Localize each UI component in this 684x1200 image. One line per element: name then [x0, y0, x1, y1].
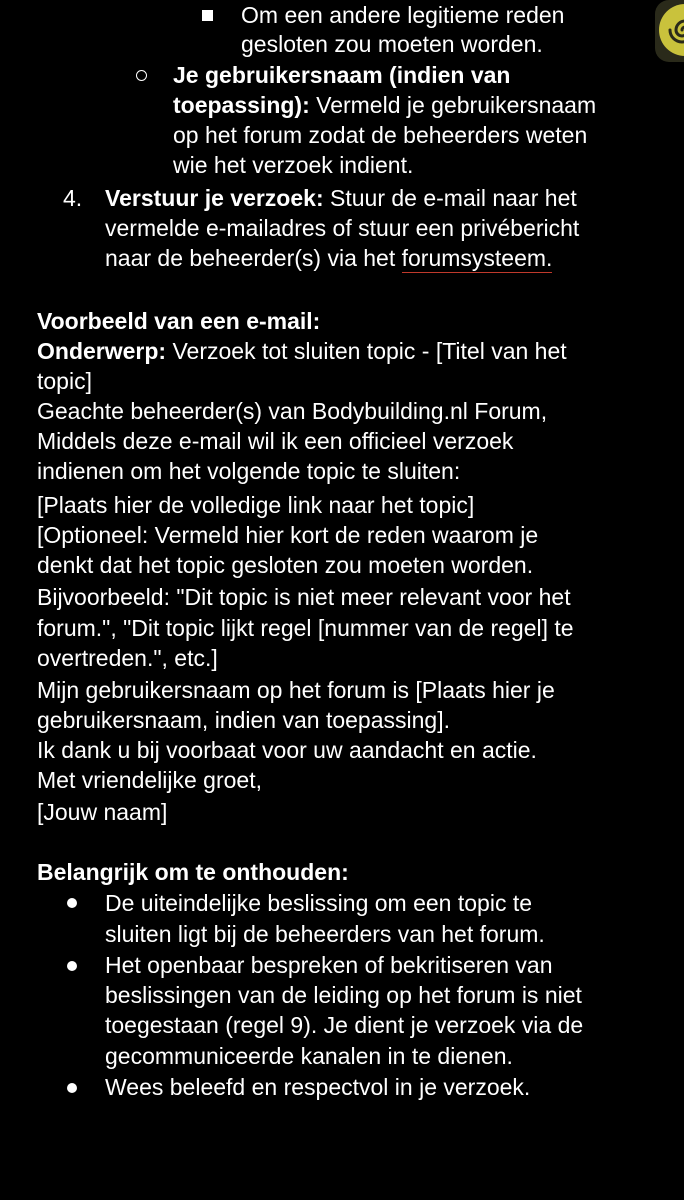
remember-line: Wees beleefd en respectvol in je verzoek. — [105, 1074, 531, 1100]
ring-bullet — [136, 70, 147, 81]
subject-text: Verzoek tot sluiten topic - [Titel van het — [166, 338, 567, 364]
remember-line: beslissingen van de leiding op het forum is niet — [105, 982, 582, 1008]
username-line — [173, 90, 596, 120]
email-line: Ik dank u bij voorbaat voor uw aandacht en actie. — [37, 737, 537, 763]
step4-text: naar de beheerder(s) via het — [105, 245, 402, 271]
step4-label: Verstuur je verzoek: — [105, 185, 324, 211]
email-line: [Optioneel: Vermeld hier kort de reden waarom je — [37, 522, 539, 548]
assistant-fab-button[interactable] — [655, 0, 684, 62]
step4-line — [105, 243, 552, 273]
remember-line: sluiten ligt bij de beheerders van het forum. — [105, 921, 545, 947]
username-label-cont: toepassing): — [173, 92, 310, 118]
username-label: Je gebruikersnaam (indien van — [173, 62, 511, 88]
email-line: Bijvoorbeeld: "Dit topic is niet meer relevant voor het — [37, 584, 571, 610]
email-line: Middels deze e-mail wil ik een officieel verzoek — [37, 428, 514, 454]
email-line: forum.", "Dit topic lijkt regel [nummer van de regel] te — [37, 615, 574, 641]
email-line: Mijn gebruikersnaam op het forum is [Plaats hier je — [37, 677, 555, 703]
sub-bullet-line: Om een andere legitieme reden — [241, 2, 565, 28]
email-line: denkt dat het topic gesloten zou moeten worden. — [37, 552, 534, 578]
subject-label: Onderwerp: — [37, 338, 167, 364]
example-heading: Voorbeeld van een e-mail: — [37, 308, 321, 334]
bullet-dot — [67, 961, 77, 971]
step-number: 4. — [63, 185, 83, 211]
remember-heading: Belangrijk om te onthouden: — [37, 859, 349, 885]
square-bullet — [202, 10, 213, 21]
sub-bullet-line: gesloten zou moeten worden. — [241, 31, 543, 57]
remember-line: gecommuniceerde kanalen in te dienen. — [105, 1043, 513, 1069]
email-line: gebruikersnaam, indien van toepassing]. — [37, 707, 450, 733]
email-line: indienen om het volgende topic te sluiten: — [37, 458, 461, 484]
email-line: Met vriendelijke groet, — [37, 767, 262, 793]
email-line: topic] — [37, 368, 92, 394]
remember-line: toegestaan (regel 9). Je dient je verzoek via de — [105, 1012, 584, 1038]
forumsysteem-link[interactable]: forumsysteem. — [401, 245, 553, 271]
username-line: op het forum zodat de beheerders weten — [173, 122, 588, 148]
email-line: overtreden.", etc.] — [37, 645, 218, 671]
username-line: wie het verzoek indient. — [173, 152, 414, 178]
bullet-dot — [67, 898, 77, 908]
step4-line — [105, 183, 577, 213]
remember-line: De uiteindelijke beslissing om een topic te — [105, 890, 533, 916]
spiral-icon — [659, 4, 684, 56]
email-line: [Plaats hier de volledige link naar het topic] — [37, 492, 475, 518]
subject-line — [37, 336, 567, 366]
remember-line: Het openbaar bespreken of bekritiseren van — [105, 952, 553, 978]
bullet-dot — [67, 1083, 77, 1093]
step4-line: vermelde e-mailadres of stuur een privébericht — [105, 215, 580, 241]
email-line: Geachte beheerder(s) van Bodybuilding.nl Forum, — [37, 398, 548, 424]
username-text: Vermeld je gebruikersnaam — [309, 92, 597, 118]
step4-text: Stuur de e-mail naar het — [323, 185, 577, 211]
email-line: [Jouw naam] — [37, 799, 168, 825]
